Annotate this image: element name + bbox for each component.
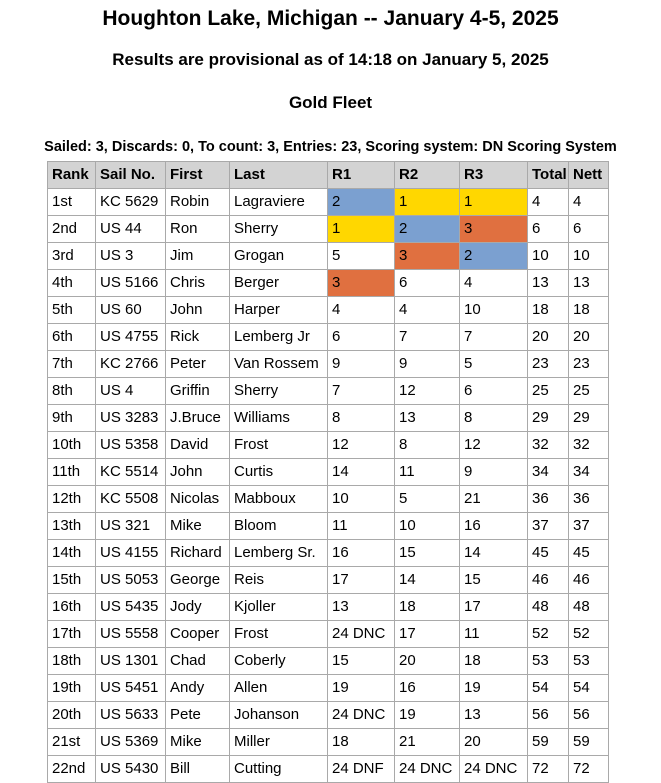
results-table — [47, 161, 609, 783]
race-1-score-cell: 17 — [328, 567, 395, 594]
sail-number-cell: US 3 — [96, 243, 166, 270]
last-name-cell: Lemberg Jr — [230, 324, 328, 351]
race-2-score-cell: 17 — [395, 621, 460, 648]
total-cell: 52 — [528, 621, 569, 648]
sail-number-cell: US 60 — [96, 297, 166, 324]
table-row — [48, 378, 609, 405]
race-2-score-cell: 14 — [395, 567, 460, 594]
rank-cell: 16th — [48, 594, 96, 621]
nett-cell: 48 — [569, 594, 609, 621]
rank-cell: 11th — [48, 459, 96, 486]
sail-number-cell: US 5358 — [96, 432, 166, 459]
last-name-cell: Van Rossem — [230, 351, 328, 378]
sail-number-cell: KC 2766 — [96, 351, 166, 378]
race-1-score-cell: 15 — [328, 648, 395, 675]
last-name-cell: Harper — [230, 297, 328, 324]
race-3-score-cell: 16 — [460, 513, 528, 540]
nett-cell: 56 — [569, 702, 609, 729]
table-row — [48, 432, 609, 459]
table-row — [48, 567, 609, 594]
race-2-score-cell: 7 — [395, 324, 460, 351]
rank-cell: 7th — [48, 351, 96, 378]
rank-cell: 8th — [48, 378, 96, 405]
rank-cell: 6th — [48, 324, 96, 351]
last-name-cell: Williams — [230, 405, 328, 432]
first-name-cell: David — [166, 432, 230, 459]
total-cell: 6 — [528, 216, 569, 243]
race-3-score-cell: 19 — [460, 675, 528, 702]
table-row — [48, 297, 609, 324]
nett-cell: 46 — [569, 567, 609, 594]
first-name-cell: John — [166, 459, 230, 486]
table-row — [48, 648, 609, 675]
race-2-score-cell: 11 — [395, 459, 460, 486]
nett-cell: 10 — [569, 243, 609, 270]
series-summary: Sailed: 3, Discards: 0, To count: 3, Entries: 23, Scoring system: DN Scoring System — [44, 139, 617, 155]
first-name-cell: Pete — [166, 702, 230, 729]
last-name-cell: Grogan — [230, 243, 328, 270]
column-header-nett: Nett — [569, 162, 609, 189]
race-3-score-cell: 6 — [460, 378, 528, 405]
column-header-first: First — [166, 162, 230, 189]
first-name-cell: Peter — [166, 351, 230, 378]
race-1-score-cell: 24 DNC — [328, 621, 395, 648]
table-row — [48, 243, 609, 270]
nett-cell: 72 — [569, 756, 609, 783]
race-1-score-cell: 12 — [328, 432, 395, 459]
total-cell: 54 — [528, 675, 569, 702]
race-1-score-cell: 11 — [328, 513, 395, 540]
total-cell: 48 — [528, 594, 569, 621]
sail-number-cell: US 5369 — [96, 729, 166, 756]
race-2-score-cell: 16 — [395, 675, 460, 702]
race-2-score-cell: 1 — [395, 189, 460, 216]
race-3-score-cell: 4 — [460, 270, 528, 297]
race-3-score-cell: 5 — [460, 351, 528, 378]
race-3-score-cell: 24 DNC — [460, 756, 528, 783]
race-3-score-cell: 3 — [460, 216, 528, 243]
sail-number-cell: US 4 — [96, 378, 166, 405]
last-name-cell: Curtis — [230, 459, 328, 486]
table-row — [48, 594, 609, 621]
nett-cell: 54 — [569, 675, 609, 702]
last-name-cell: Cutting — [230, 756, 328, 783]
first-name-cell: Jim — [166, 243, 230, 270]
nett-cell: 4 — [569, 189, 609, 216]
race-2-score-cell: 3 — [395, 243, 460, 270]
first-name-cell: Griffin — [166, 378, 230, 405]
column-header-r3: R3 — [460, 162, 528, 189]
nett-cell: 25 — [569, 378, 609, 405]
sail-number-cell: US 1301 — [96, 648, 166, 675]
table-row — [48, 351, 609, 378]
last-name-cell: Johanson — [230, 702, 328, 729]
last-name-cell: Frost — [230, 621, 328, 648]
sail-number-cell: KC 5514 — [96, 459, 166, 486]
sail-number-cell: US 3283 — [96, 405, 166, 432]
nett-cell: 45 — [569, 540, 609, 567]
race-2-score-cell: 18 — [395, 594, 460, 621]
race-2-score-cell: 12 — [395, 378, 460, 405]
first-name-cell: Ron — [166, 216, 230, 243]
race-1-score-cell: 13 — [328, 594, 395, 621]
race-1-score-cell: 7 — [328, 378, 395, 405]
table-row — [48, 513, 609, 540]
table-row — [48, 540, 609, 567]
race-1-score-cell: 4 — [328, 297, 395, 324]
total-cell: 13 — [528, 270, 569, 297]
first-name-cell: George — [166, 567, 230, 594]
nett-cell: 36 — [569, 486, 609, 513]
race-3-score-cell: 10 — [460, 297, 528, 324]
race-2-score-cell: 24 DNC — [395, 756, 460, 783]
sail-number-cell: US 5166 — [96, 270, 166, 297]
race-2-score-cell: 4 — [395, 297, 460, 324]
rank-cell: 5th — [48, 297, 96, 324]
column-header-r1: R1 — [328, 162, 395, 189]
nett-cell: 29 — [569, 405, 609, 432]
sail-number-cell: US 4755 — [96, 324, 166, 351]
total-cell: 25 — [528, 378, 569, 405]
last-name-cell: Lemberg Sr. — [230, 540, 328, 567]
race-3-score-cell: 13 — [460, 702, 528, 729]
sail-number-cell: US 5430 — [96, 756, 166, 783]
rank-cell: 3rd — [48, 243, 96, 270]
race-3-score-cell: 17 — [460, 594, 528, 621]
table-row — [48, 486, 609, 513]
last-name-cell: Sherry — [230, 378, 328, 405]
rank-cell: 13th — [48, 513, 96, 540]
rank-cell: 22nd — [48, 756, 96, 783]
nett-cell: 32 — [569, 432, 609, 459]
total-cell: 20 — [528, 324, 569, 351]
sail-number-cell: US 5435 — [96, 594, 166, 621]
total-cell: 72 — [528, 756, 569, 783]
race-1-score-cell: 14 — [328, 459, 395, 486]
race-2-score-cell: 19 — [395, 702, 460, 729]
rank-cell: 21st — [48, 729, 96, 756]
race-2-score-cell: 5 — [395, 486, 460, 513]
header-row — [48, 162, 609, 189]
rank-cell: 12th — [48, 486, 96, 513]
rank-cell: 19th — [48, 675, 96, 702]
total-cell: 32 — [528, 432, 569, 459]
race-2-score-cell: 6 — [395, 270, 460, 297]
nett-cell: 59 — [569, 729, 609, 756]
table-row — [48, 324, 609, 351]
first-name-cell: Jody — [166, 594, 230, 621]
first-name-cell: Rick — [166, 324, 230, 351]
table-row — [48, 756, 609, 783]
total-cell: 56 — [528, 702, 569, 729]
first-name-cell: Nicolas — [166, 486, 230, 513]
race-2-score-cell: 20 — [395, 648, 460, 675]
race-1-score-cell: 16 — [328, 540, 395, 567]
last-name-cell: Mabboux — [230, 486, 328, 513]
race-1-score-cell: 19 — [328, 675, 395, 702]
race-1-score-cell: 18 — [328, 729, 395, 756]
column-header-sail-no: Sail No. — [96, 162, 166, 189]
sail-number-cell: US 5451 — [96, 675, 166, 702]
total-cell: 36 — [528, 486, 569, 513]
total-cell: 4 — [528, 189, 569, 216]
race-2-score-cell: 8 — [395, 432, 460, 459]
race-2-score-cell: 9 — [395, 351, 460, 378]
rank-cell: 4th — [48, 270, 96, 297]
table-row — [48, 729, 609, 756]
race-1-score-cell: 5 — [328, 243, 395, 270]
race-1-score-cell: 6 — [328, 324, 395, 351]
nett-cell: 37 — [569, 513, 609, 540]
first-name-cell: Robin — [166, 189, 230, 216]
sail-number-cell: KC 5508 — [96, 486, 166, 513]
race-2-score-cell: 10 — [395, 513, 460, 540]
race-1-score-cell: 24 DNC — [328, 702, 395, 729]
table-row — [48, 702, 609, 729]
page-title: Houghton Lake, Michigan -- January 4-5, 2025 — [102, 7, 559, 30]
sail-number-cell: US 4155 — [96, 540, 166, 567]
race-3-score-cell: 1 — [460, 189, 528, 216]
nett-cell: 23 — [569, 351, 609, 378]
first-name-cell: Bill — [166, 756, 230, 783]
first-name-cell: John — [166, 297, 230, 324]
total-cell: 29 — [528, 405, 569, 432]
rank-cell: 17th — [48, 621, 96, 648]
total-cell: 45 — [528, 540, 569, 567]
nett-cell: 13 — [569, 270, 609, 297]
nett-cell: 20 — [569, 324, 609, 351]
race-2-score-cell: 13 — [395, 405, 460, 432]
first-name-cell: J.Bruce — [166, 405, 230, 432]
last-name-cell: Lagraviere — [230, 189, 328, 216]
first-name-cell: Chris — [166, 270, 230, 297]
column-header-rank: Rank — [48, 162, 96, 189]
rank-cell: 10th — [48, 432, 96, 459]
last-name-cell: Sherry — [230, 216, 328, 243]
race-2-score-cell: 21 — [395, 729, 460, 756]
first-name-cell: Mike — [166, 729, 230, 756]
total-cell: 34 — [528, 459, 569, 486]
table-row — [48, 189, 609, 216]
race-3-score-cell: 12 — [460, 432, 528, 459]
race-3-score-cell: 8 — [460, 405, 528, 432]
table-row — [48, 405, 609, 432]
last-name-cell: Coberly — [230, 648, 328, 675]
race-1-score-cell: 10 — [328, 486, 395, 513]
rank-cell: 18th — [48, 648, 96, 675]
last-name-cell: Bloom — [230, 513, 328, 540]
total-cell: 18 — [528, 297, 569, 324]
sail-number-cell: US 5053 — [96, 567, 166, 594]
nett-cell: 6 — [569, 216, 609, 243]
total-cell: 53 — [528, 648, 569, 675]
total-cell: 10 — [528, 243, 569, 270]
last-name-cell: Reis — [230, 567, 328, 594]
rank-cell: 9th — [48, 405, 96, 432]
first-name-cell: Mike — [166, 513, 230, 540]
table-row — [48, 621, 609, 648]
rank-cell: 15th — [48, 567, 96, 594]
race-1-score-cell: 24 DNF — [328, 756, 395, 783]
table-row — [48, 675, 609, 702]
nett-cell: 53 — [569, 648, 609, 675]
first-name-cell: Andy — [166, 675, 230, 702]
sail-number-cell: US 5558 — [96, 621, 166, 648]
total-cell: 23 — [528, 351, 569, 378]
race-3-score-cell: 14 — [460, 540, 528, 567]
last-name-cell: Kjoller — [230, 594, 328, 621]
race-3-score-cell: 15 — [460, 567, 528, 594]
last-name-cell: Berger — [230, 270, 328, 297]
results-body — [48, 189, 609, 783]
race-3-score-cell: 7 — [460, 324, 528, 351]
last-name-cell: Allen — [230, 675, 328, 702]
race-3-score-cell: 2 — [460, 243, 528, 270]
table-row — [48, 216, 609, 243]
nett-cell: 34 — [569, 459, 609, 486]
sail-number-cell: US 5633 — [96, 702, 166, 729]
table-row — [48, 270, 609, 297]
race-1-score-cell: 1 — [328, 216, 395, 243]
first-name-cell: Richard — [166, 540, 230, 567]
race-1-score-cell: 8 — [328, 405, 395, 432]
race-1-score-cell: 9 — [328, 351, 395, 378]
race-1-score-cell: 2 — [328, 189, 395, 216]
column-header-total: Total — [528, 162, 569, 189]
sail-number-cell: US 44 — [96, 216, 166, 243]
total-cell: 46 — [528, 567, 569, 594]
race-2-score-cell: 2 — [395, 216, 460, 243]
total-cell: 59 — [528, 729, 569, 756]
sail-number-cell: KC 5629 — [96, 189, 166, 216]
last-name-cell: Miller — [230, 729, 328, 756]
race-2-score-cell: 15 — [395, 540, 460, 567]
fleet-heading: Gold Fleet — [288, 93, 373, 112]
table-row — [48, 459, 609, 486]
race-3-score-cell: 21 — [460, 486, 528, 513]
first-name-cell: Cooper — [166, 621, 230, 648]
total-cell: 37 — [528, 513, 569, 540]
race-3-score-cell: 11 — [460, 621, 528, 648]
sail-number-cell: US 321 — [96, 513, 166, 540]
column-header-last: Last — [230, 162, 328, 189]
race-3-score-cell: 9 — [460, 459, 528, 486]
rank-cell: 14th — [48, 540, 96, 567]
nett-cell: 52 — [569, 621, 609, 648]
first-name-cell: Chad — [166, 648, 230, 675]
column-header-r2: R2 — [395, 162, 460, 189]
rank-cell: 2nd — [48, 216, 96, 243]
race-3-score-cell: 20 — [460, 729, 528, 756]
nett-cell: 18 — [569, 297, 609, 324]
race-3-score-cell: 18 — [460, 648, 528, 675]
last-name-cell: Frost — [230, 432, 328, 459]
provisional-notice: Results are provisional as of 14:18 on January 5, 2025 — [112, 50, 549, 69]
rank-cell: 20th — [48, 702, 96, 729]
rank-cell: 1st — [48, 189, 96, 216]
race-1-score-cell: 3 — [328, 270, 395, 297]
